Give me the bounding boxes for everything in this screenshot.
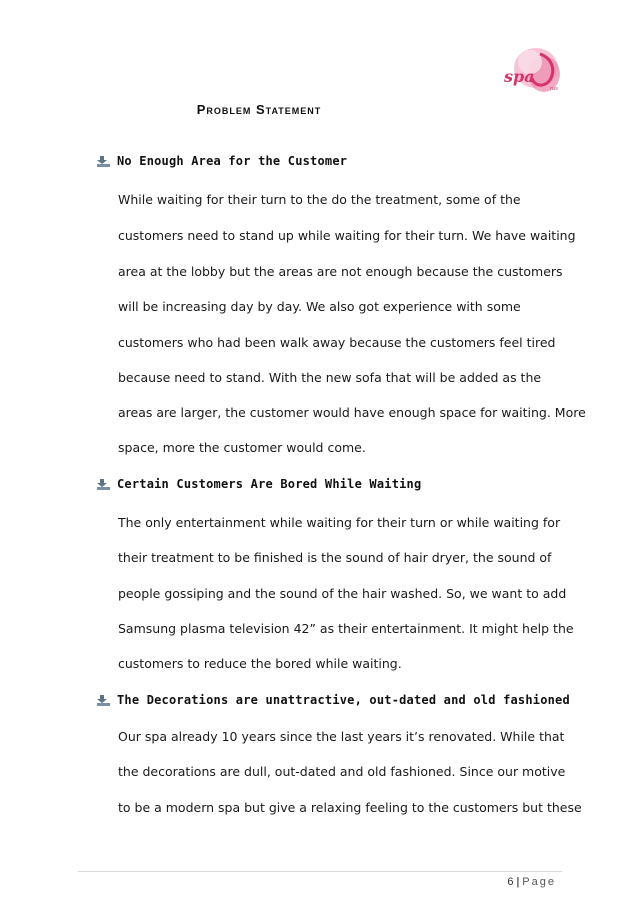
body-line: will be increasing day by day. We also got experience with some [118,299,521,314]
section-heading: The Decorations are unattractive, out-dated and old fashioned [117,693,570,707]
page-title [0,102,638,117]
body-line: because need to stand. With the new sofa that will be added as the [118,370,542,385]
section-heading: Certain Customers Are Bored While Waiting [117,477,422,491]
footer-separator: | [516,876,520,888]
body-line: to be a modern spa but give a relaxing feeling to the customers but these [118,800,582,815]
body-line: The only entertainment while waiting for their turn or while waiting for [118,515,561,530]
page-label: Page [522,876,556,888]
bullet-arrow-icon [97,479,110,490]
page-number: 6 [507,876,514,888]
svg-text:spa: spa [504,67,535,86]
svg-text:rus: rus [550,86,558,92]
bullet-arrow-icon [97,156,110,167]
page-title-text: Problem Statement [196,102,322,117]
body-line: customers to reduce the bored while waiting. [118,656,402,671]
body-line: While waiting for their turn to the do the treatment, some of the [118,192,521,207]
spa-logo [500,44,564,104]
body-line: Our spa already 10 years since the last years it’s renovated. While that [118,729,565,744]
body-line: customers need to stand up while waiting for their turn. We have waiting [118,228,576,243]
body-line: space, more the customer would come. [118,440,366,455]
page-footer [507,876,556,888]
body-line: Samsung plasma television 42” as their entertainment. It might help the [118,621,574,636]
body-line: people gossiping and the sound of the hair washed. So, we want to add [118,586,567,601]
body-line: the decorations are dull, out-dated and old fashioned. Since our motive [118,764,566,779]
body-line: their treatment to be finished is the sound of hair dryer, the sound of [118,550,552,565]
body-line: customers who had been walk away because the customers feel tired [118,335,556,350]
footer-divider [78,871,562,872]
bullet-arrow-icon [97,695,110,706]
body-line: area at the lobby but the areas are not enough because the customers [118,264,563,279]
section-heading: No Enough Area for the Customer [117,154,348,168]
body-line: areas are larger, the customer would have enough space for waiting. More [118,405,586,420]
